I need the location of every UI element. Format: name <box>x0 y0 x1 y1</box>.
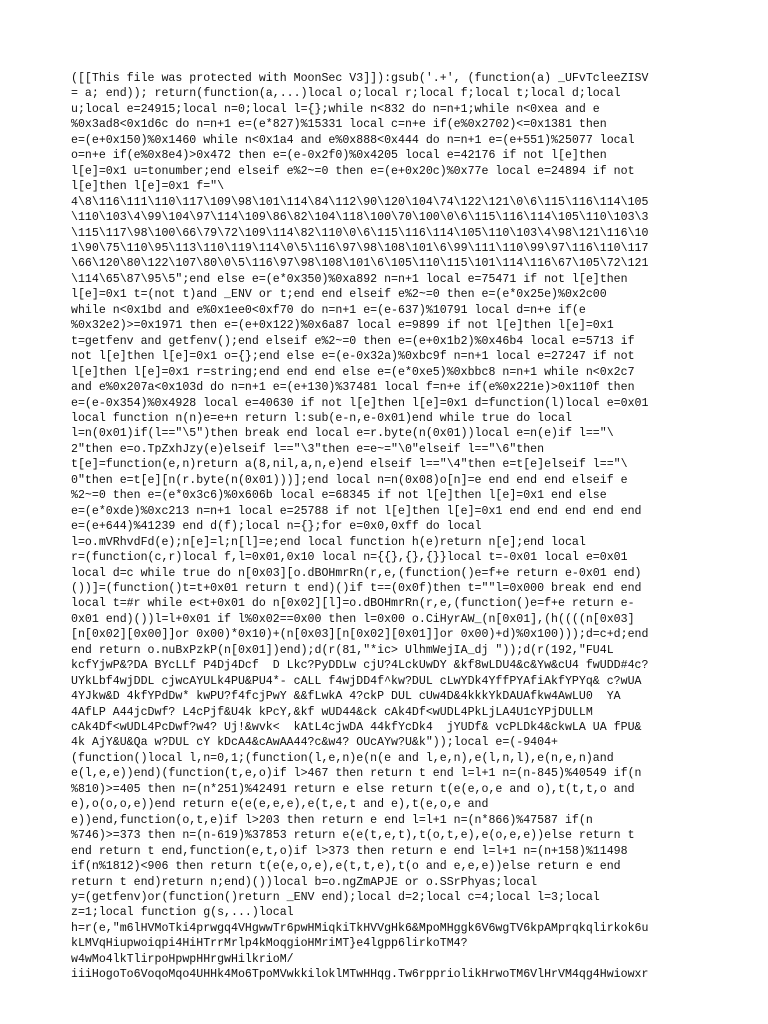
obfuscated-lua-code: ([[This file was protected with MoonSec V3]]):gsub('.+', (function(a) _UFvTcleeZISV = a; end)); return(function(a,...)local o;local r;local f;local t;local d;local u;local e=24915;local n=0;local l={};while n<832 do n=n+1;while n<0xea and e %0x3ad8<0x1d6c do n=n+1 e=(e*827)%15331 local c=n+e if(e%0x2702)<=0x1381 then e=(e+0x150)%0x1460 while n<0x1a4 and e%0x888<0x444 do n=n+1 e=(e+551)%25077 local o=n+e if(e%0x8e4)>0x472 then e=(e-0x2f0)%0x4205 local e=42176 if not l[e]then l[e]=0x1 u=tonumber;end elseif e%2~=0 then e=(e+0x20c)%0x77e local e=24894 if not l[e]then l[e]=0x1 f="\ 4\8\116\111\110\117\109\98\101\114\84\112\90\120\104\74\122\121\0\6\115\116\114\105 \110\103\4\99\104\97\114\109\86\82\104\118\100\70\100\0\6\115\116\114\105\110\103\3 \115\117\98\100\66\79\72\109\114\82\110\0\6\115\116\114\105\110\103\4\98\121\116\10 1\90\75\110\95\113\110\119\114\0\5\116\97\98\108\101\6\99\111\110\99\97\116\110\117 \66\120\80\122\107\80\0\5\116\97\98\108\101\6\105\110\115\101\114\116\67\105\72\121 \114\65\87\95\5";end else e=(e*0x350)%0xa892 n=n+1 local e=75471 if not l[e]then l[e]=0x1 t=(not t)and _ENV or t;end end elseif e%2~=0 then e=(e*0x25e)%0x2c00 while n<0x1bd and e%0x1ee0<0xf70 do n=n+1 e=(e-637)%10791 local d=n+e if(e %0x32e2)>=0x1971 then e=(e+0x122)%0x6a87 local e=9899 if not l[e]then l[e]=0x1 t=getfenv and getfenv();end elseif e%2~=0 then e=(e+0x1b2)%0x46b4 local e=5713 if not l[e]then l[e]=0x1 o={};end else e=(e-0x32a)%0xbc9f n=n+1 local e=27247 if not l[e]then l[e]=0x1 r=string;end end end else e=(e*0xe5)%0xbbc8 n=n+1 while n<0x2c7 and e%0x207a<0x103d do n=n+1 e=(e+130)%37481 local f=n+e if(e%0x221e)>0x110f then e=(e-0x354)%0x4928 local e=40630 if not l[e]then l[e]=0x1 d=function(l)local e=0x01 local function n(n)e=e+n return l:sub(e-n,e-0x01)end while true do local l=n(0x01)if(l=="\5")then break end local e=r.byte(n(0x01))local e=n(e)if l=="\ 2"then e=o.TpZxhJzy(e)elseif l=="\3"then e=e~="\0"elseif l=="\6"then t[e]=function(e,n)return a(8,nil,a,n,e)end elseif l=="\4"then e=t[e]elseif l=="\ 0"then e=t[e][n(r.byte(n(0x01)))];end local n=n(0x08)o[n]=e end end end elseif e %2~=0 then e=(e*0x3c6)%0x606b local e=68345 if not l[e]then l[e]=0x1 end else e=(e*0xde)%0xc213 n=n+1 local e=25788 if not l[e]then l[e]=0x1 end end end end end e=(e+644)%41239 end d(f);local n={};for e=0x0,0xff do local l=o.mVRhvdFd(e);n[e]=l;n[l]=e;end local function h(e)return n[e];end local r=(function(c,r)local f,l=0x01,0x10 local n={{},{},{}}local t=-0x01 local e=0x01 local d=c while true do n[0x03][o.dBOHmrRn(r,e,(function()e=f+e return e-0x01 end) ())]=(function()t=t+0x01 return t end)()if t==(0x0f)then t=""l=0x000 break end end local t=#r while e<t+0x01 do n[0x02][l]=o.dBOHmrRn(r,e,(function()e=f+e return e- 0x01 end)())l=l+0x01 if l%0x02==0x00 then l=0x00 o.CiHyrAW_(n[0x01],(h((((n[0x03] [n[0x02][0x00]]or 0x00)*0x10)+(n[0x03][n[0x02][0x01]]or 0x00)+d)%0x100)));d=c+d;end end return o.nuBxPzkP(n[0x01])end);d(r(81,"*ic> UlhmWejIA_dj "));d(r(192,"FU4L kcfYjwP&?DA BYcLLf P4Dj4Dcf D Lkc?PyDDLw cjU?4LckUwDY &kf8wLDU4&c&Yw&cU4 fwUDD#4c? UYkLbf4wjDDL cjwcAYULk4PU&PU4*- cALL f4wjDD4f^kw?DUL cLwYDk4YffPYAfiAkfYPYq& c?wUA 4YJkw&D 4kfYPdDw* kwPU?f4fcjPwY &&fLwkA 4?ckP DUL cUw4D&4kkkYkDAUAfkw4AwLU0 YA 4AfLP A44jcDwf? L4cPjf&U4k kPcY,&kf wUD44&ck cAk4Df<wUDL4PkLjLA4U1cYPjDULLM cAk4Df<wUDL4PcDwf?w4? Uj!&wvk< kAtL4cjwDA 44kfYcDk4 jYUDf& vcPLDk4&ckwLA UA fPU& 4k AjY&U&Qa w?DUL cY kDcA4&cAwAA44?c&w4? OUcAYw?U&k"));local e=(-9404+ (function()local l,n=0,1;(function(l,e,n)e(n(e and l,e,n),e(l,n,l),e(n,e,n)and e(l,e,e))end)(function(t,e,o)if l>467 then return t end l=l+1 n=(n-845)%40549 if(n %810)>=405 then n=(n*251)%42491 return e else return t(e(e,o,e and o),t(t,t,o and e),o(o,o,e))end return e(e(e,e,e),e(t,e,t and e),t(e,o,e and e))end,function(o,t,e)if l>203 then return e end l=l+1 n=(n*866)%47587 if(n %746)>=373 then n=(n-619)%37853 return e(e(t,e,t),t(o,t,e),e(o,e,e))else return t end return t end,function(e,t,o)if l>373 then return e end l=l+1 n=(n+158)%11498 if(n%1812)<906 then return t(e(e,o,e),e(t,t,e),t(o and e,e,e))else return e end return t end)return n;end)())local b=o.ngZmAPJE or o.SSrPhyas;local y=(getfenv)or(function()return _ENV end);local d=2;local c=4;local l=3;local z=1;local function g(s,...)local h=r(e,"m6lHVMoTki4prwgq4VHgwwTr6pwHMiqkiTkHVVgHk6&MpoMHggk6V6wgTV6kpAMprqkqlirkok6u kLMVqHiupwoiqpi4HiHTrrMrlp4kMoqgioHMriMT}e4lgpp6lirkoTM4? w4wMo4lkTlirpoHpwpHHrgwHilkrioM/ iiiHogoTo6VoqoMqo4UHHk4Mo6TpoMVwkkiloklMTwHHqg.Tw6rppriolikHrwoTM6VlHrVM4qg4Hwiowxr <box>71 72 649 982</box>
